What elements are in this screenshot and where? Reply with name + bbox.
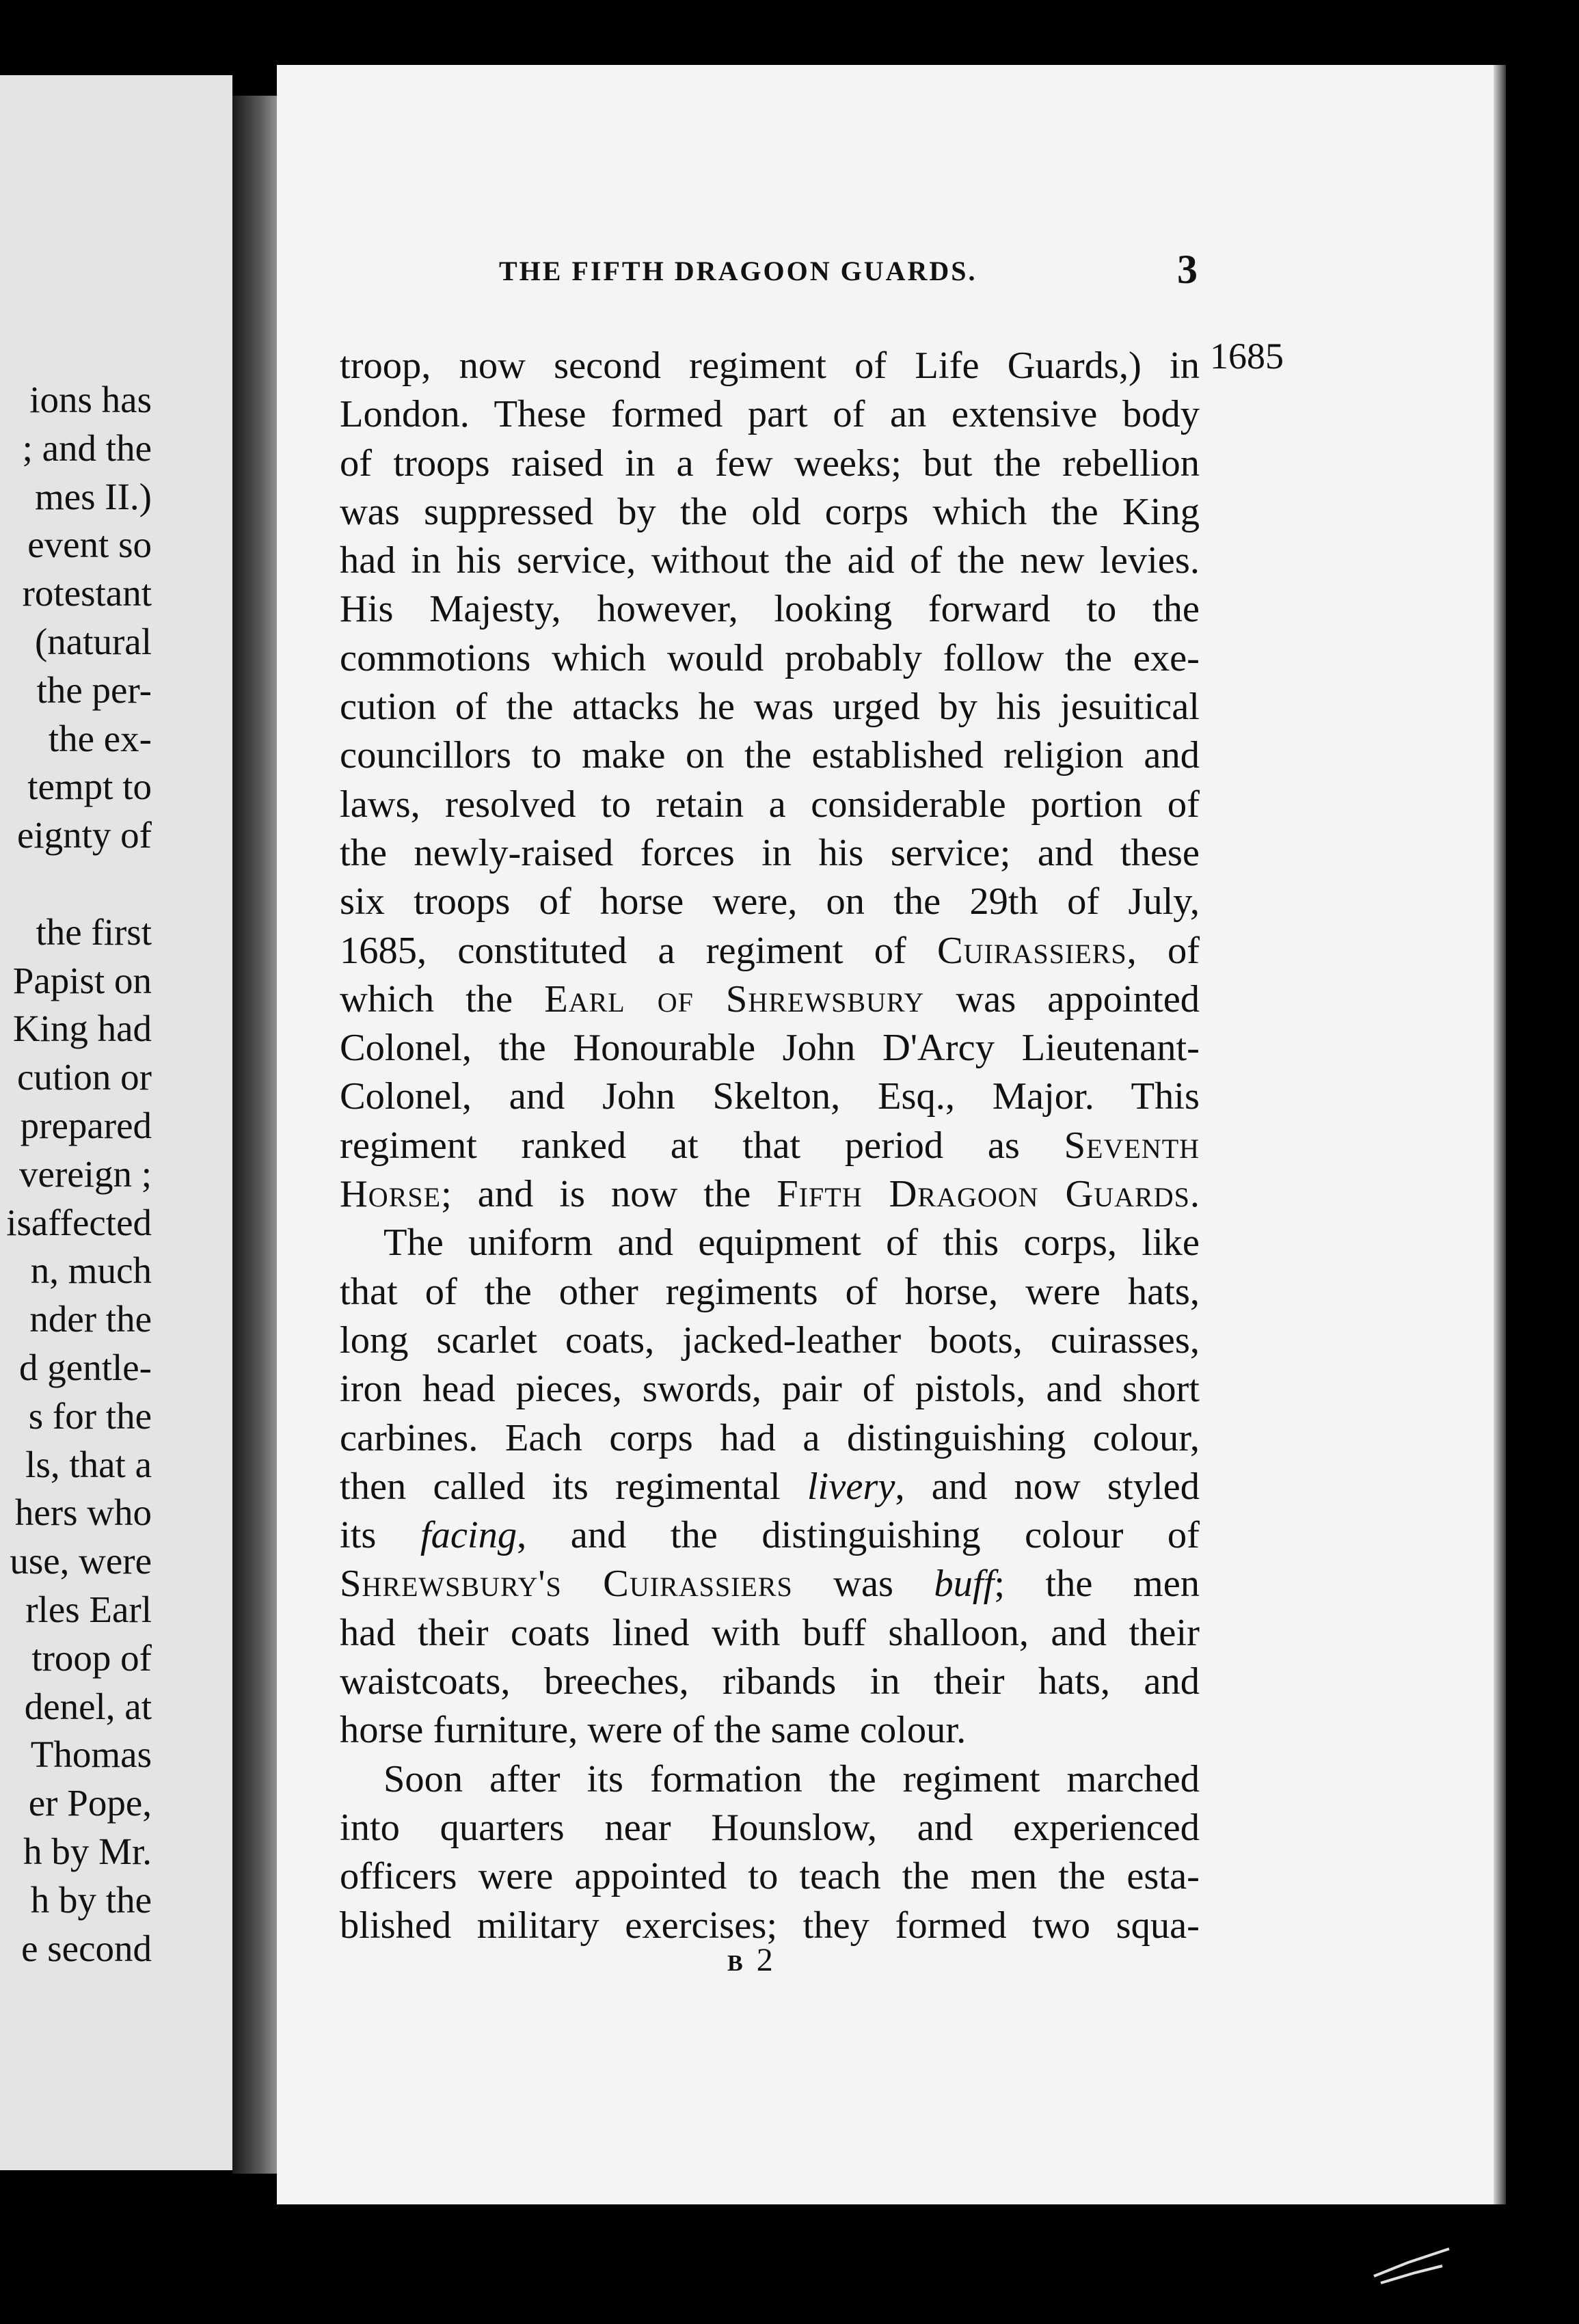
italic-text: livery xyxy=(807,1465,895,1508)
left-page-line: use, were xyxy=(10,1540,152,1582)
text-line: laws, resolved to retain a considerable portion of xyxy=(340,783,1200,826)
text-line: commotions which would probably follow the exe- xyxy=(340,636,1200,679)
text-line: into quarters near Hounslow, and experienced xyxy=(340,1806,1200,1849)
left-page-line: event so xyxy=(27,524,152,566)
text-line xyxy=(340,1511,1200,1560)
left-page-line: the per- xyxy=(36,668,152,711)
small-caps-text: Fifth Dragoon Guards xyxy=(777,1173,1190,1216)
left-page-line: King had xyxy=(12,1008,152,1050)
left-page-line: nder the xyxy=(29,1298,152,1340)
text-run: regiment ranked at that period as xyxy=(340,1124,1020,1167)
small-caps-text: Seventh xyxy=(1064,1124,1200,1167)
text-run: was appointed xyxy=(956,977,1200,1021)
left-page-line xyxy=(0,860,152,908)
text-line: six troops of horse were, on the 29th of July, xyxy=(340,880,1200,923)
left-facing-page xyxy=(0,75,232,2170)
text-run: was xyxy=(833,1563,894,1606)
text-run: , and now styled xyxy=(895,1465,1200,1508)
left-page-line: mes II.) xyxy=(34,475,152,517)
page-edge-shadow xyxy=(1494,65,1506,2204)
text-run: , and the distinguishing colour of xyxy=(517,1514,1200,1557)
left-page-line: d gentle- xyxy=(19,1346,152,1388)
page-number: 3 xyxy=(1177,247,1198,292)
left-page-line: hers who xyxy=(14,1491,152,1534)
text-run: its xyxy=(340,1514,377,1557)
text-line: the newly-raised forces in his service; and these xyxy=(340,831,1200,874)
left-page-line: ls, that a xyxy=(25,1443,152,1485)
text-line: that of the other regiments of horse, were hats, xyxy=(340,1270,1200,1313)
text-run: ; and is now the xyxy=(441,1173,751,1216)
left-page-line: rles Earl xyxy=(25,1588,152,1630)
left-page-line: the first xyxy=(36,910,152,953)
scan-corner-mark xyxy=(1367,2235,1463,2290)
italic-text: buff xyxy=(934,1563,995,1606)
text-run: 1685, constituted a regiment of xyxy=(340,929,906,972)
text-line: had in his service, without the aid of the new levies. xyxy=(340,539,1200,582)
left-page-line: s for the xyxy=(28,1394,152,1437)
body-text xyxy=(340,342,1200,1950)
left-page-line: h by the xyxy=(30,1878,152,1921)
text-line: long scarlet coats, jacked-leather boots, cuirasses, xyxy=(340,1319,1200,1362)
left-page-line: Papist on xyxy=(12,959,152,1001)
left-page-line: eignty of xyxy=(16,814,152,856)
left-page-line: cution or xyxy=(16,1056,152,1098)
text-run: then called its regimental xyxy=(340,1465,781,1508)
left-page-line: prepared xyxy=(20,1104,152,1146)
margin-year-note: 1685 xyxy=(1210,336,1284,377)
text-line: His Majesty, however, looking forward to the xyxy=(340,588,1200,631)
left-page-line: er Pope, xyxy=(28,1782,152,1824)
text-run: , of xyxy=(1126,929,1200,972)
text-line: waistcoats, breeches, ribands in their hats, and xyxy=(340,1660,1200,1703)
left-page-line: vereign ; xyxy=(19,1152,152,1195)
text-line: of troops raised in a few weeks; but the rebellion xyxy=(340,442,1200,485)
left-page-line: ; and the xyxy=(22,427,152,469)
text-line xyxy=(340,927,1200,975)
text-line xyxy=(340,1170,1200,1219)
text-line: cution of the attacks he was urged by his jesuitical xyxy=(340,686,1200,729)
small-caps-text: Horse xyxy=(340,1173,442,1216)
text-run: which the xyxy=(340,977,513,1021)
signature-letter: B xyxy=(727,1951,746,1976)
book-gutter xyxy=(232,96,280,2174)
left-page-line: the ex- xyxy=(48,717,152,759)
text-line: Colonel, and John Skelton, Esq., Major. This xyxy=(340,1075,1200,1118)
text-line: was suppressed by the old corps which the King xyxy=(340,490,1200,533)
paragraph-first-line: The uniform and equipment of this corps, like xyxy=(383,1221,1200,1265)
small-caps-text: Earl of Shrewsbury xyxy=(544,977,925,1021)
left-page-line: n, much xyxy=(30,1249,152,1292)
text-line xyxy=(340,975,1200,1024)
text-line: troop, now second regiment of Life Guards,) in xyxy=(340,344,1200,387)
left-page-line: troop of xyxy=(31,1636,152,1679)
text-line: had their coats lined with buff shalloon, and their xyxy=(340,1611,1200,1654)
paragraph-last-line: horse furniture, were of the same colour. xyxy=(340,1709,967,1752)
paragraph-first-line: Soon after its formation the regiment marched xyxy=(383,1757,1200,1800)
left-page-line: tempt to xyxy=(27,766,152,808)
left-page-line: e second xyxy=(21,1927,152,1969)
text-line xyxy=(340,1560,1200,1608)
left-page-line: rotestant xyxy=(22,572,152,614)
running-head: THE FIFTH DRAGOON GUARDS. xyxy=(499,256,977,286)
text-run: ; the men xyxy=(994,1563,1200,1606)
text-line xyxy=(340,1122,1200,1170)
text-line: councillors to make on the established religion and xyxy=(340,734,1200,777)
left-page-line: ions has xyxy=(29,379,152,420)
left-page-line: Thomas xyxy=(30,1733,152,1776)
small-caps-text: Cuirassiers xyxy=(936,929,1127,972)
text-line xyxy=(340,1463,1200,1511)
text-line: London. These formed part of an extensive body xyxy=(340,393,1200,436)
left-page-text xyxy=(0,376,152,1973)
text-line: carbines. Each corps had a distinguishing colour, xyxy=(340,1416,1200,1459)
text-line: iron head pieces, swords, pair of pistols, and short xyxy=(340,1368,1200,1411)
left-page-line: denel, at xyxy=(24,1685,152,1727)
text-line: officers were appointed to teach the men the esta- xyxy=(340,1855,1200,1898)
printer-signature-mark xyxy=(727,1941,776,1979)
left-page-line: h by Mr. xyxy=(23,1830,152,1872)
small-caps-text: Shrewsbury's Cuirassiers xyxy=(340,1563,793,1606)
text-line: Colonel, the Honourable John D'Arcy Lieutenant- xyxy=(340,1027,1200,1070)
signature-number: 2 xyxy=(756,1942,776,1978)
text-line: blished military exercises; they formed two squa- xyxy=(340,1904,1200,1947)
text-run: . xyxy=(1189,1173,1200,1216)
italic-text: facing xyxy=(420,1514,517,1557)
left-page-line: isaffected xyxy=(6,1201,152,1243)
left-page-line: (natural xyxy=(34,620,152,662)
